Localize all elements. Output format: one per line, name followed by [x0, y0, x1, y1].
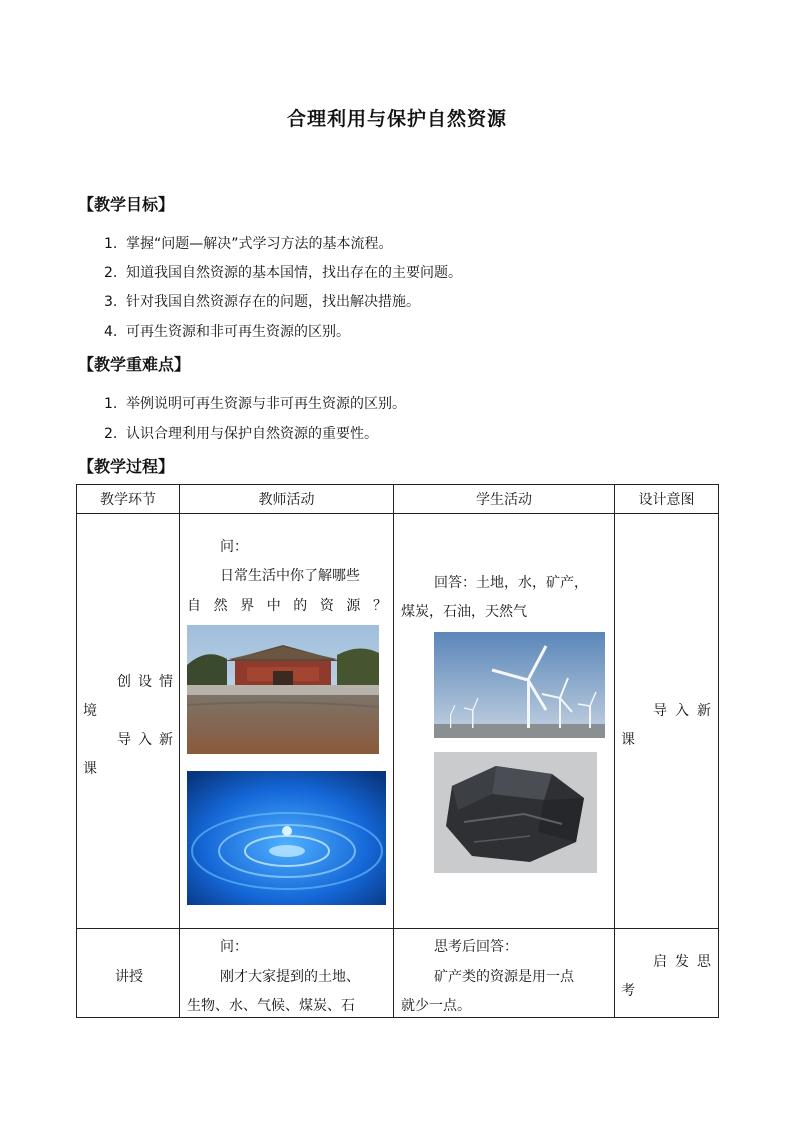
process-table [76, 484, 719, 1018]
column-header-intent: 设计意图 [615, 485, 719, 514]
teacher-question-line: 自然界中的资源？ [187, 598, 387, 614]
goals-heading: 【教学目标】 [78, 195, 175, 214]
column-header-stage: 教学环节 [77, 485, 180, 514]
intent-text-line: 课 [621, 732, 635, 748]
table-header-row [77, 485, 719, 514]
temple-land-photo [187, 625, 379, 754]
stage-text-line: 境 [83, 703, 97, 719]
page-title: 合理利用与保护自然资源 [286, 108, 507, 130]
student-answer-line: 回答：土地，水，矿产， [434, 575, 588, 591]
goal-item [104, 321, 350, 341]
goal-number: 2. [104, 265, 118, 281]
stage-text-line: 讲授 [115, 969, 143, 985]
key-point-text: 举例说明可再生资源与非可再生资源的区别。 [126, 396, 406, 412]
stage-text-line: 创设情 [117, 674, 173, 690]
water-drop-photo [187, 771, 386, 905]
column-header-teacher: 教师活动 [180, 485, 394, 514]
intent-text-line: 启发思 [653, 954, 711, 970]
student-answer-line: 就少一点。 [401, 998, 471, 1014]
column-header-student: 学生活动 [394, 485, 615, 514]
key-point-number: 2. [104, 426, 118, 442]
goal-number: 1. [104, 236, 118, 252]
student-answer-line: 思考后回答： [434, 939, 518, 955]
table-row [77, 929, 719, 1018]
teacher-activity-cell [180, 514, 394, 929]
key-point-number: 1. [104, 396, 118, 412]
goal-number: 3. [104, 294, 118, 310]
key-point-item [104, 423, 378, 443]
goal-item [104, 233, 393, 253]
intent-cell [615, 514, 719, 929]
stage-cell [77, 929, 180, 1018]
goal-item [104, 262, 462, 282]
goal-text: 知道我国自然资源的基本国情，找出存在的主要问题。 [126, 265, 462, 281]
coal-photo [434, 752, 597, 873]
teacher-question-label: 问： [220, 539, 248, 555]
stage-text-line: 课 [83, 761, 97, 777]
student-answer-line: 矿产类的资源是用一点 [434, 969, 574, 985]
goal-text: 可再生资源和非可再生资源的区别。 [126, 324, 350, 340]
table-row [77, 514, 719, 929]
teacher-question-line: 日常生活中你了解哪些 [220, 568, 360, 584]
intent-cell [615, 929, 719, 1018]
student-answer-line: 煤炭，石油，天然气 [401, 604, 527, 620]
goal-item [104, 291, 420, 311]
goal-number: 4. [104, 324, 118, 340]
stage-text-line: 导入新 [117, 732, 173, 748]
goal-text: 针对我国自然资源存在的问题，找出解决措施。 [126, 294, 420, 310]
goal-text: 掌握“问题—解决”式学习方法的基本流程。 [126, 236, 393, 252]
key-points-heading: 【教学重难点】 [78, 355, 191, 374]
student-activity-cell [394, 514, 615, 929]
teacher-question-line: 刚才大家提到的土地、 [220, 969, 360, 985]
teacher-question-label: 问： [220, 939, 248, 955]
wind-turbine-photo [434, 632, 605, 738]
teacher-question-line: 生物、水、气候、煤炭、石 [187, 998, 355, 1014]
student-activity-cell [394, 929, 615, 1018]
process-heading: 【教学过程】 [78, 457, 175, 476]
stage-cell [77, 514, 180, 929]
key-point-text: 认识合理利用与保护自然资源的重要性。 [126, 426, 378, 442]
intent-text-line: 考 [621, 983, 635, 999]
key-point-item [104, 393, 406, 413]
teacher-activity-cell [180, 929, 394, 1018]
intent-text-line: 导入新 [653, 703, 711, 719]
